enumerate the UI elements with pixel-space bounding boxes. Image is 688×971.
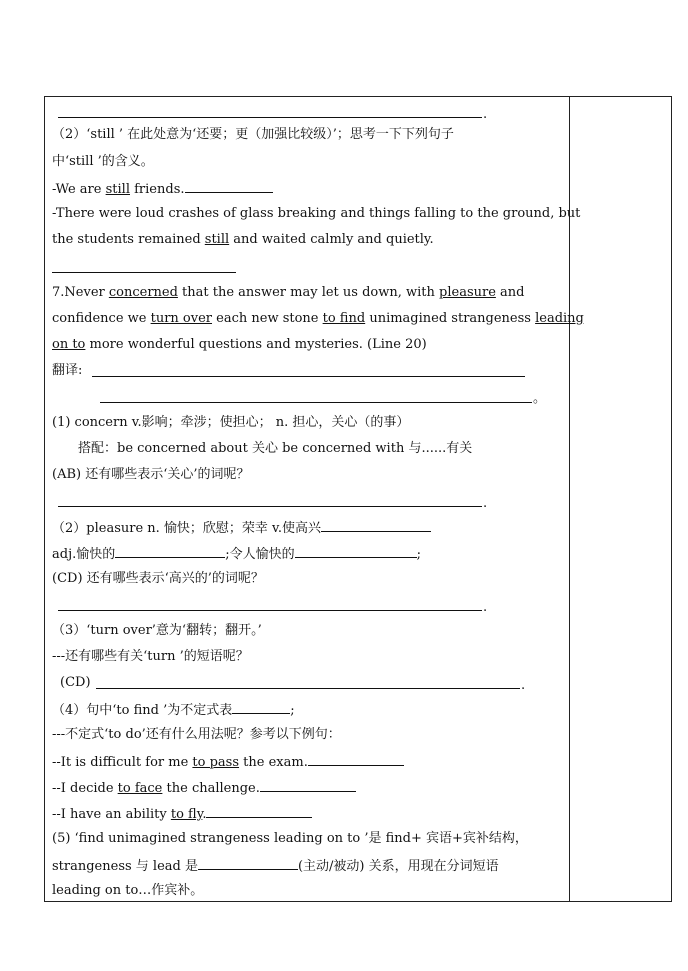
answer-blank[interactable] xyxy=(58,506,482,507)
to-find-question: （4）句中‘to find ’为不定式表 ; xyxy=(52,700,295,720)
answer-blank[interactable] xyxy=(232,700,290,714)
infinitive-example-3: --I have an ability to fly. xyxy=(52,804,312,824)
translate-label: 翻译: xyxy=(52,363,83,378)
concern-meaning: (1) concern v.影响；牵涉；使担心； n. 担心，关心（的事） xyxy=(52,415,410,430)
turn-answer-label: (CD) xyxy=(60,675,91,690)
translate-end: 。 xyxy=(533,391,547,406)
period: . xyxy=(521,678,526,693)
translation-blank[interactable] xyxy=(92,376,525,377)
pleasure-adjectives: adj.愉快的 ;令人愉快的 ; xyxy=(52,544,421,564)
answer-blank[interactable] xyxy=(198,856,298,870)
answer-blank[interactable] xyxy=(295,544,417,558)
answer-blank[interactable] xyxy=(115,544,225,558)
still-heading: （2）‘still ’ 在此处意为‘还要；更（加强比较级）’；思考一下下列句子 xyxy=(52,127,454,142)
still-example-3: the students remained still and waited calmly and quietly. xyxy=(52,232,434,247)
answer-blank[interactable] xyxy=(185,179,273,193)
period: . xyxy=(483,496,488,511)
pleasure-question: (CD) 还有哪些表示‘高兴的’的词呢？ xyxy=(52,571,264,586)
infinitive-example-2: --I decide to face the challenge. xyxy=(52,778,356,798)
period: . xyxy=(483,107,488,122)
sentence-7-line-2: confidence we turn over each new stone to find unimagined strangeness leading xyxy=(52,311,584,326)
structure-note-1: (5) ‘find unimagined strangeness leading on to ’是 find+ 宾语+宾补结构， xyxy=(52,831,528,846)
answer-blank[interactable] xyxy=(321,518,431,532)
still-example-1: -We are still friends. xyxy=(52,179,273,199)
answer-blank[interactable] xyxy=(260,778,356,792)
answer-blank[interactable] xyxy=(96,688,520,689)
translation-blank[interactable] xyxy=(100,402,532,403)
infinitive-question: ---不定式‘to do’还有什么用法呢？参考以下例句： xyxy=(52,727,341,742)
concern-question: (AB) 还有哪些表示‘关心’的词呢？ xyxy=(52,467,250,482)
infinitive-example-1: --It is difficult for me to pass the exam. xyxy=(52,752,404,772)
answer-blank[interactable] xyxy=(206,804,312,818)
period: . xyxy=(483,600,488,615)
answer-blank[interactable] xyxy=(58,117,482,118)
structure-note-2: strangeness 与 lead 是 (主动/被动) 关系，用现在分词短语 xyxy=(52,856,499,876)
structure-note-3: leading on to…作宾补。 xyxy=(52,883,204,898)
answer-blank[interactable] xyxy=(58,610,482,611)
sentence-7-line-3: on to more wonderful questions and mysteries. (Line 20) xyxy=(52,337,427,352)
pleasure-meaning: （2）pleasure n. 愉快；欣慰；荣幸 v.使高兴 xyxy=(52,518,431,538)
still-heading-2: 中‘still ’的含义。 xyxy=(52,154,154,169)
turn-over-meaning: （3）‘turn over’意为‘翻转；翻开。’ xyxy=(52,623,262,638)
answer-blank[interactable] xyxy=(308,752,404,766)
sentence-7-line-1: 7.Never concerned that the answer may let us down, with pleasure and xyxy=(52,285,525,300)
turn-question: ---还有哪些有关‘turn ’的短语呢？ xyxy=(52,649,249,664)
still-example-2: -There were loud crashes of glass breaking and things falling to the ground, but xyxy=(52,206,581,221)
answer-blank[interactable] xyxy=(52,272,236,273)
concern-collocation: 搭配：be concerned about 关心 be concerned with 与......有关 xyxy=(78,441,473,456)
